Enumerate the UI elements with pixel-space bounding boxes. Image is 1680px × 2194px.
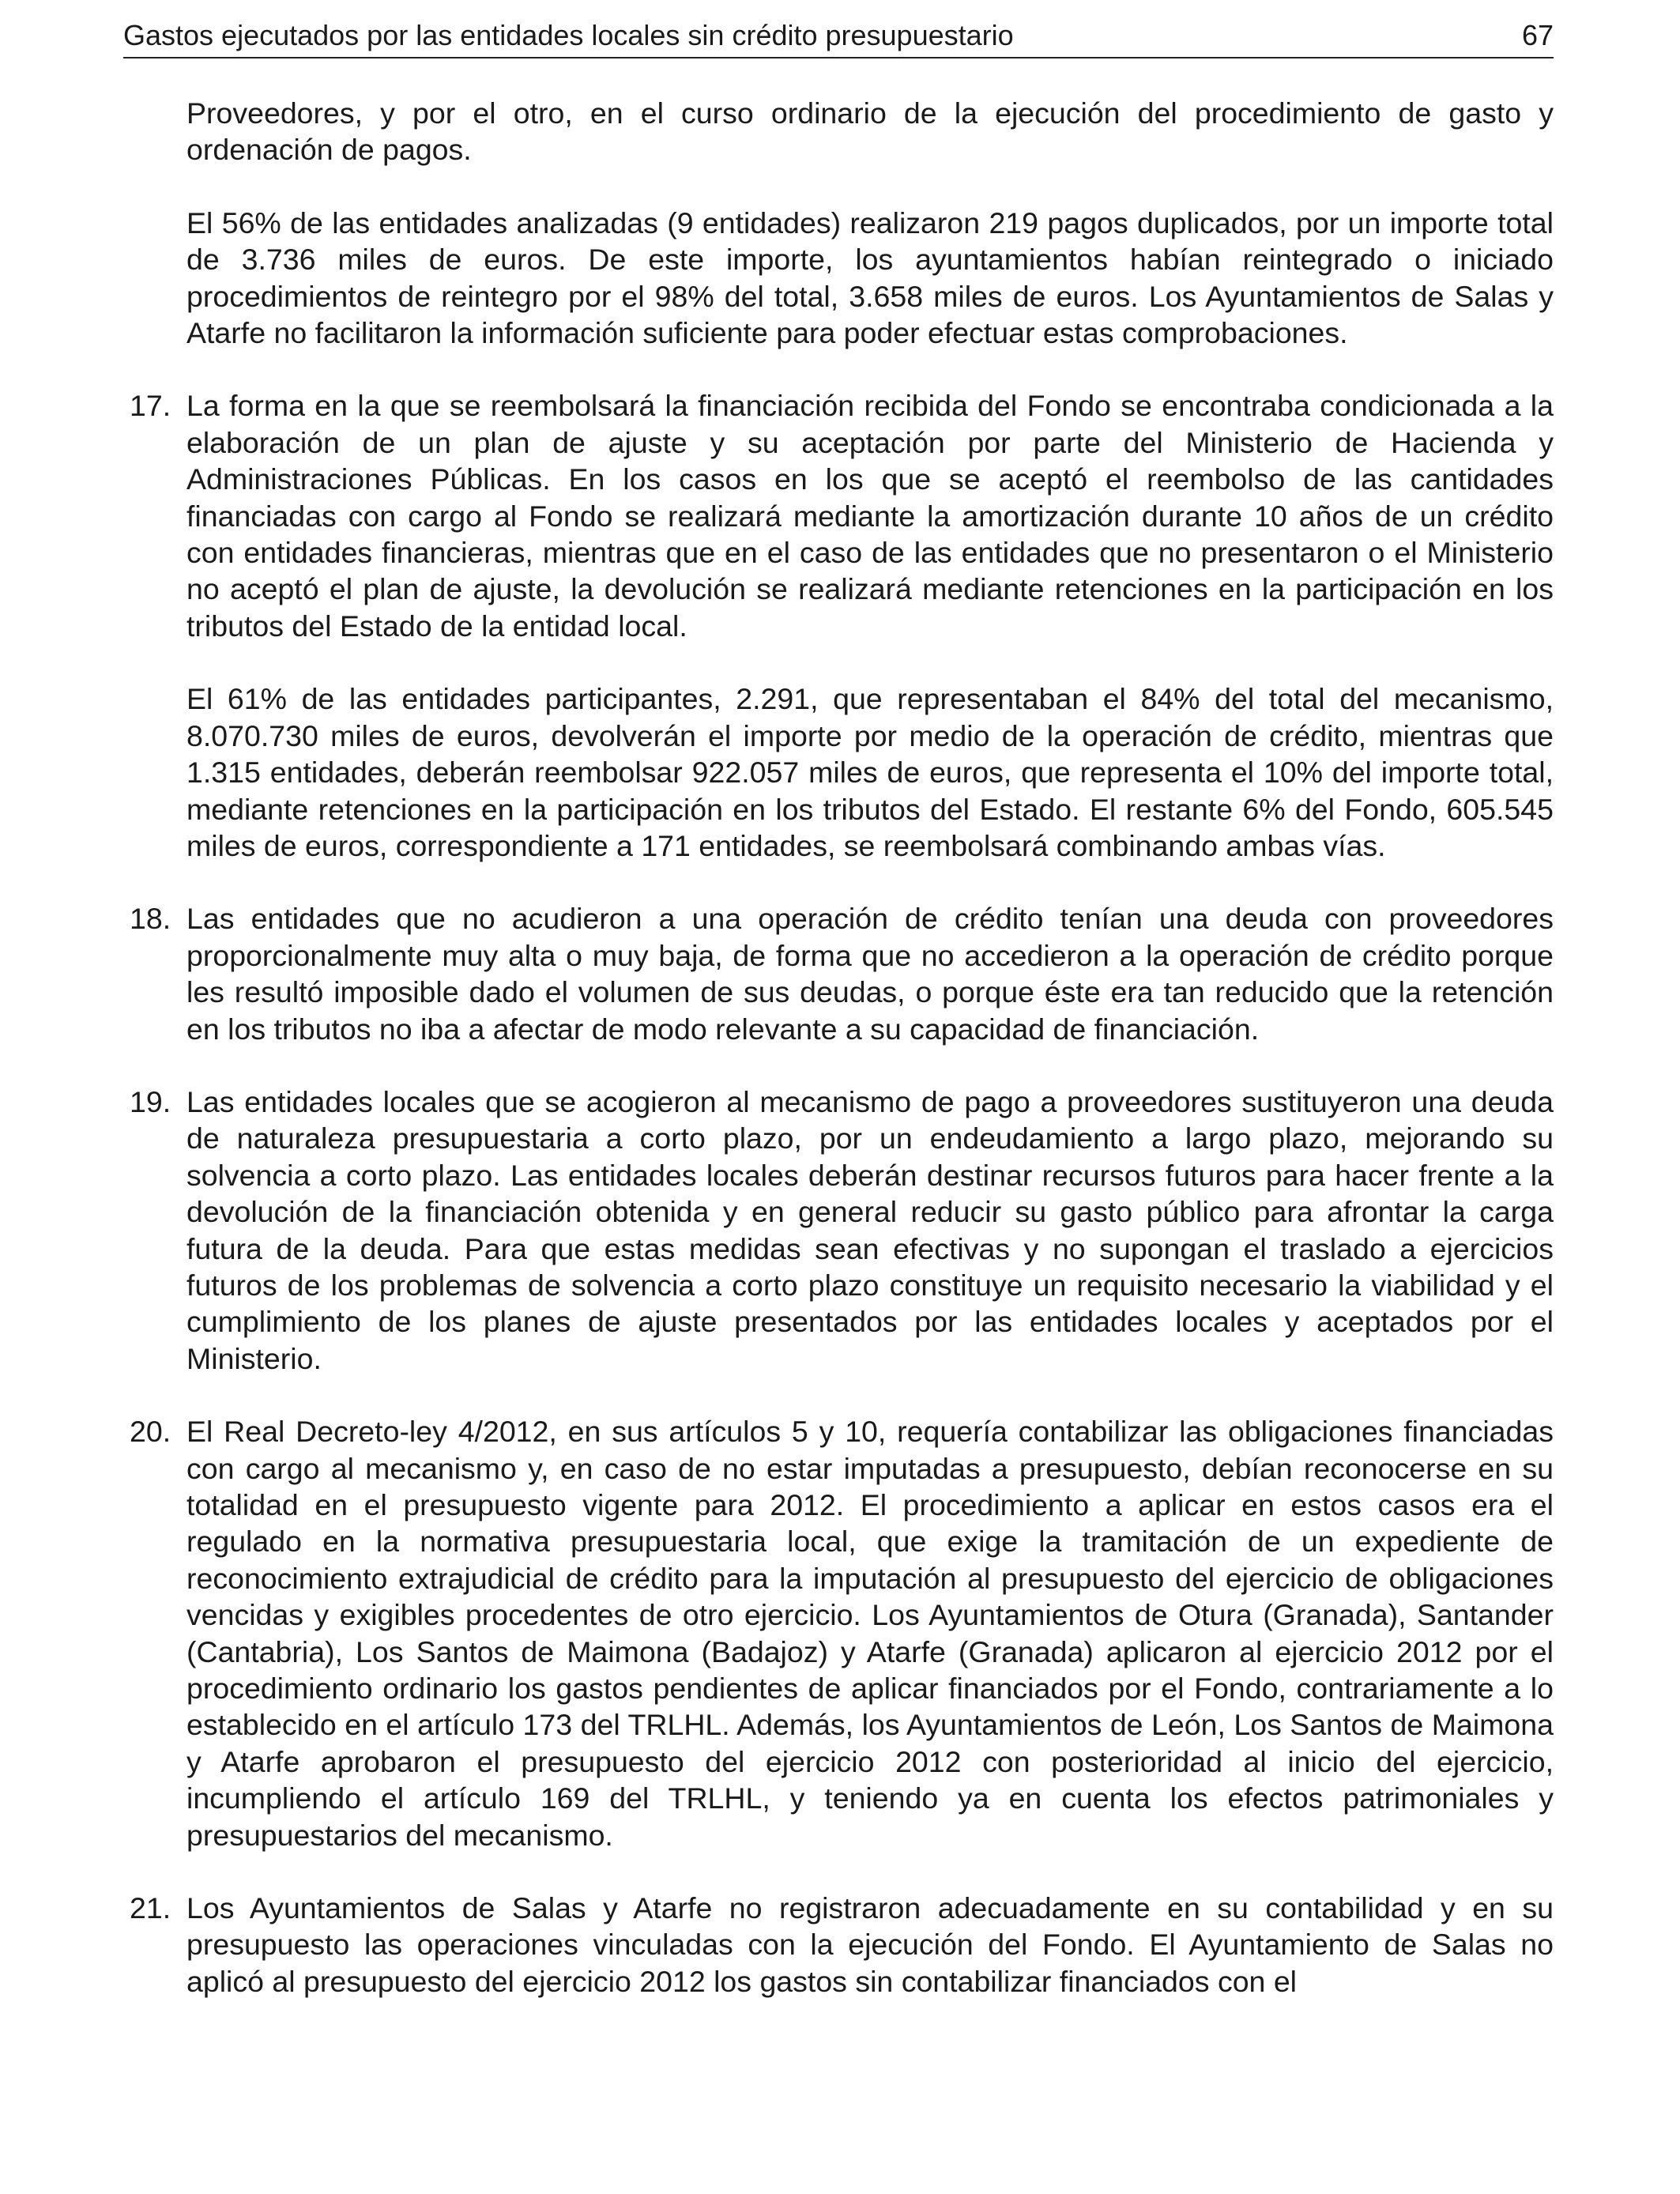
item-number: 20. xyxy=(130,1415,171,1449)
intro-paragraph-1: Proveedores, y por el otro, en el curso ordinario de la ejecución del procedimiento de gasto y ordenación de pagos. xyxy=(186,96,1554,167)
item-number: 18. xyxy=(130,902,171,936)
item-number: 21. xyxy=(130,1891,171,1925)
item-paragraph: El 61% de las entidades participantes, 2.291, que representaban el 84% del total del mecanismo, 8.070.730 miles de euros, devolverán el importe por medio de la operación de crédito, mientras que 1.315 entidades, deberán reembolsar 922.057 miles de euros, que representa el 10% del importe total, mediante retenciones en la participación en los tributos del Estado. El restante 6% del Fondo, 605.545 miles de euros, correspondiente a 171 entidades, se reembolsará combinando ambas vías. xyxy=(186,682,1554,862)
item-number: 19. xyxy=(130,1084,171,1118)
intro-paragraph-2: El 56% de las entidades analizadas (9 entidades) realizaron 219 pagos duplicados, por un importe total de 3.736 miles de euros. De este importe, los ayuntamientos habían reintegrado o iniciado procedimientos de reintegro por el 98% del total, 3.658 miles de euros. Los Ayuntamientos de Salas y Atarfe no facilitaron la información suficiente para poder efectuar estas comprobaciones. xyxy=(186,205,1554,350)
numbered-item-18 xyxy=(123,900,1554,1047)
item-paragraph: La forma en la que se reembolsará la financiación recibida del Fondo se encontraba condicionada a la elaboración de un plan de ajuste y su aceptación por parte del Ministerio de Hacienda y Administraciones Públicas. En los casos en los que se aceptó el reembolso de las cantidades financiadas con cargo al Fondo se realizará mediante la amortización durante 10 años de un crédito con entidades financieras, mientras que en el caso de las entidades que no presentaron o el Ministerio no aceptó el plan de ajuste, la devolución se realizará mediante retenciones en la participación en los tributos del Estado de la entidad local. xyxy=(186,389,1554,643)
item-paragraph: Los Ayuntamientos de Salas y Atarfe no registraron adecuadamente en su contabilidad y en su presupuesto las operaciones vinculadas con la ejecución del Fondo. El Ayuntamiento de Salas no aplicó al presupuesto del ejercicio 2012 los gastos sin contabilizar financiados con el xyxy=(186,1891,1554,1998)
running-header xyxy=(123,14,1554,58)
numbered-item-17 xyxy=(123,387,1554,864)
document-body xyxy=(123,95,1554,2000)
page-number: 67 xyxy=(1521,19,1554,51)
header-title: Gastos ejecutados por las entidades locales sin crédito presupuestario xyxy=(123,19,1014,51)
numbered-item-19 xyxy=(123,1084,1554,1377)
numbered-item-20 xyxy=(123,1413,1554,1853)
item-paragraph: Las entidades locales que se acogieron al mecanismo de pago a proveedores sustituyeron una deuda de naturaleza presupuestaria a corto plazo, por un endeudamiento a largo plazo, mejorando su solvencia a corto plazo. Las entidades locales deberán destinar recursos futuros para hacer frente a la devolución de la financiación obtenida y en general reducir su gasto público para afrontar la carga futura de la deuda. Para que estas medidas sean efectivas y no supongan el traslado a ejercicios futuros de los problemas de solvencia a corto plazo constituye un requisito necesario la viabilidad y el cumplimiento de los planes de ajuste presentados por las entidades locales y aceptados por el Ministerio. xyxy=(186,1084,1554,1375)
item-paragraph: El Real Decreto-ley 4/2012, en sus artículos 5 y 10, requería contabilizar las obligaciones financiadas con cargo al mecanismo y, en caso de no estar imputadas a presupuesto, debían reconocerse en su totalidad en el presupuesto vigente para 2012. El procedimiento a aplicar en estos casos era el regulado en la normativa presupuestaria local, que exige la tramitación de un expediente de reconocimiento extrajudicial de crédito para la imputación al presupuesto del ejercicio de obligaciones vencidas y exigibles procedentes de otro ejercicio. Los Ayuntamientos de Otura (Granada), Santander (Cantabria), Los Santos de Maimona (Badajoz) y Atarfe (Granada) aplicaron al ejercicio 2012 por el procedimiento ordinario los gastos pendientes de aplicar financiados por el Fondo, contrariamente a lo establecido en el artículo 173 del TRLHL. Además, los Ayuntamientos de León, Los Santos de Maimona y Atarfe aprobaron el presupuesto del ejercicio 2012 con posterioridad al inicio del ejercicio, incumpliendo el artículo 169 del TRLHL, y teniendo ya en cuenta los efectos patrimoniales y presupuestarios del mecanismo. xyxy=(186,1415,1554,1852)
item-number: 17. xyxy=(130,389,171,423)
item-paragraph: Las entidades que no acudieron a una operación de crédito tenían una deuda con proveedores proporcionalmente muy alta o muy baja, de forma que no accedieron a la operación de crédito porque les resultó imposible dado el volumen de sus deudas, o porque éste era tan reducido que la retención en los tributos no iba a afectar de modo relevante a su capacidad de financiación. xyxy=(186,902,1554,1046)
numbered-item-21 xyxy=(123,1890,1554,2000)
